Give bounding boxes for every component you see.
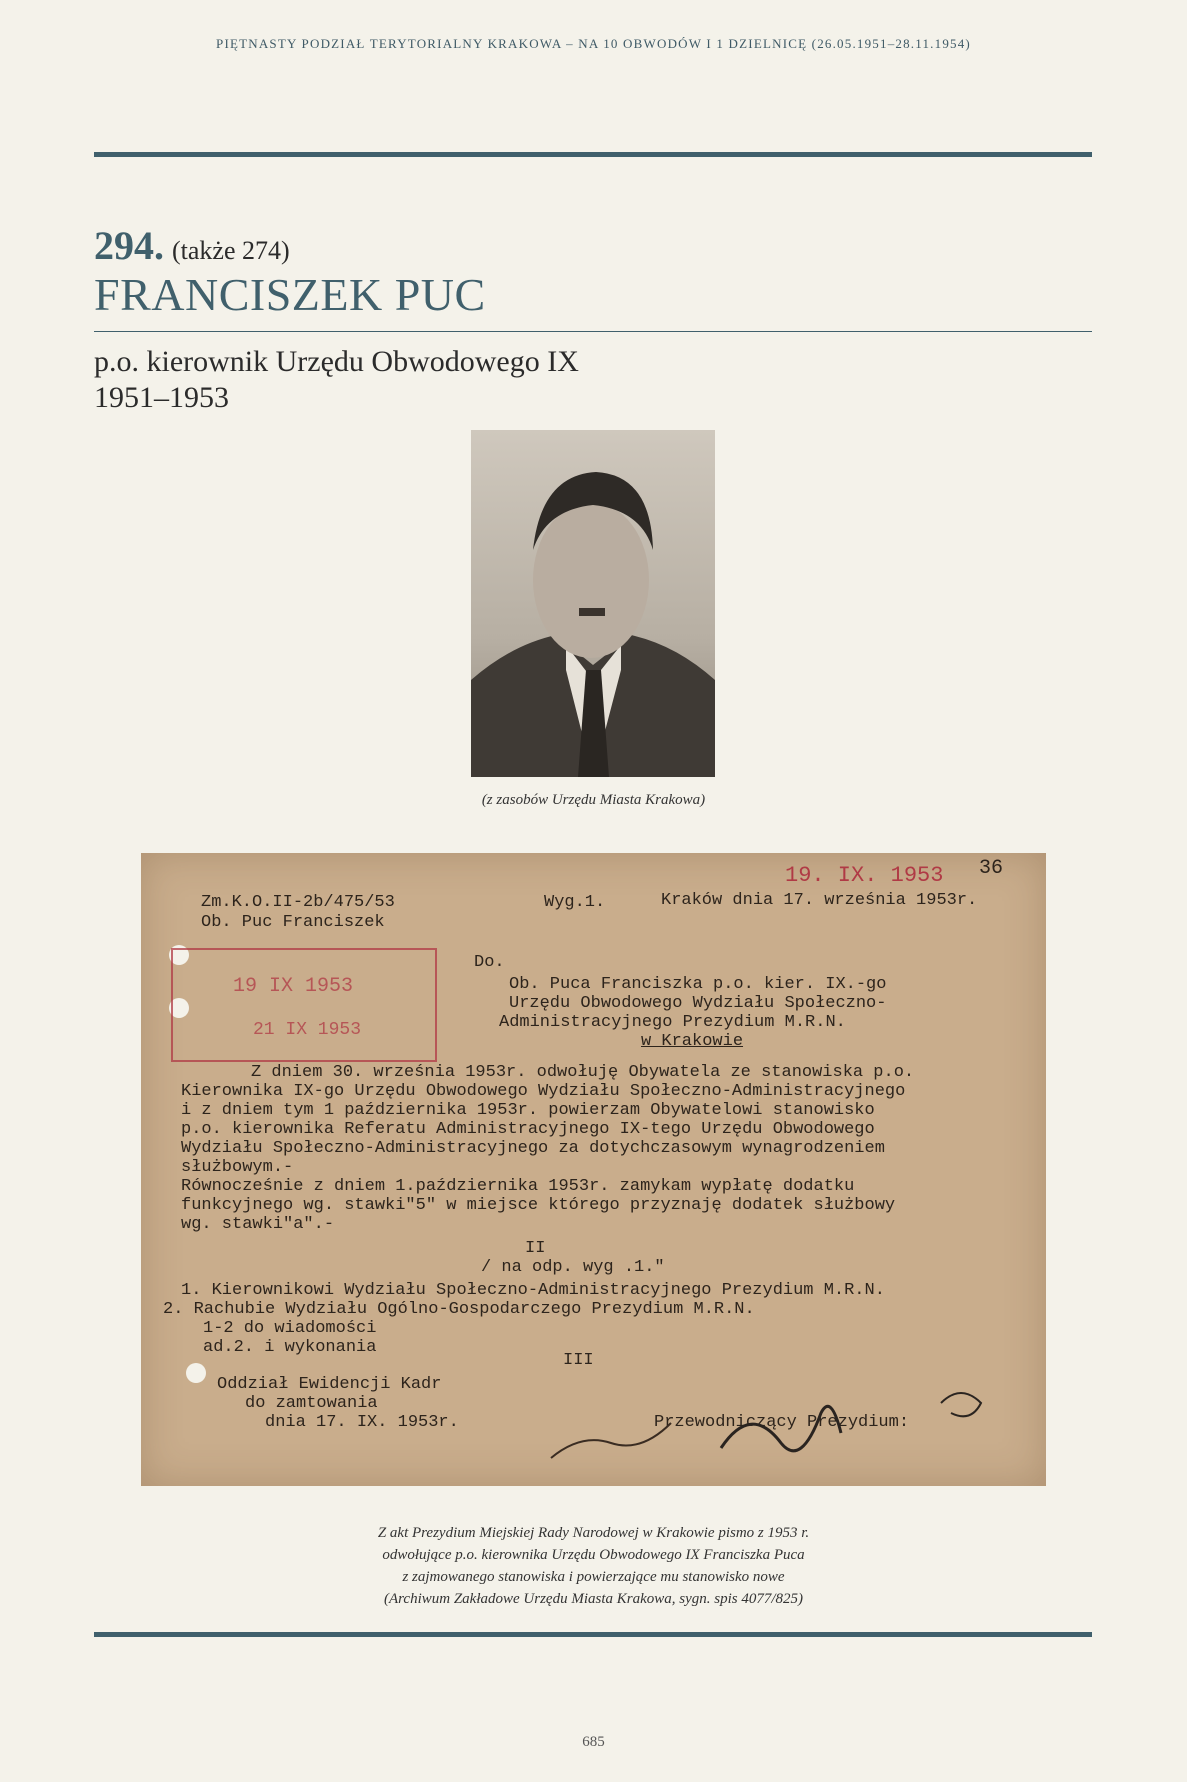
doc-body6: służbowym.- bbox=[181, 1158, 294, 1177]
stamp-inner-date1: 19 IX 1953 bbox=[233, 975, 354, 998]
doc-body7: Równocześnie z dniem 1.października 1953r. zamykam wypłatę dodatku bbox=[181, 1177, 855, 1196]
doc-place-date: Kraków dnia 17. września 1953r. bbox=[661, 891, 978, 910]
portrait-photo bbox=[471, 430, 715, 777]
doc-body2: Kierownika IX-go Urzędu Obwodowego Wydziału Społeczno-Administracyjnego bbox=[181, 1082, 906, 1101]
doc-oddz2: do zamtowania bbox=[245, 1394, 378, 1413]
doc-oddz1: Oddział Ewidencji Kadr bbox=[217, 1375, 442, 1394]
page-number: 685 bbox=[582, 1734, 605, 1750]
doc-list1: 1. Kierownikowi Wydziału Społeczno-Administracyjnego Prezydium M.R.N. bbox=[181, 1281, 885, 1300]
registration-stamp bbox=[171, 948, 437, 1062]
doc-body5: Wydziału Społeczno-Administracyjnego za dotychczasowym wynagrodzeniem bbox=[181, 1139, 885, 1158]
bottom-rule bbox=[94, 1632, 1092, 1637]
top-rule bbox=[94, 152, 1092, 157]
entry-also: (także 274) bbox=[172, 236, 290, 265]
doc-ref: Zm.K.O.II-2b/475/53 bbox=[201, 893, 395, 912]
archival-document bbox=[141, 853, 1046, 1486]
running-head: PIĘTNASTY PODZIAŁ TERYTORIALNY KRAKOWA – NA 10 OBWODÓW I 1 DZIELNICĘ (26.05.1951–28.11.1954) bbox=[216, 36, 971, 51]
doc-caption-line3: z zajmowanego stanowiska i powierzające mu stanowisko nowe bbox=[402, 1569, 785, 1585]
photo-caption: (z zasobów Urzędu Miasta Krakowa) bbox=[481, 792, 706, 808]
doc-przew: Przewodniczący Prezydium: bbox=[654, 1413, 910, 1432]
doc-caption-line1: Z akt Prezydium Miejskiej Rady Narodowej w Krakowie pismo z 1953 r. bbox=[377, 1525, 810, 1541]
doc-body9: wg. stawki"a".- bbox=[181, 1215, 335, 1234]
doc-do: Do. bbox=[474, 953, 505, 972]
doc-iii: III bbox=[563, 1351, 594, 1370]
doc-list3: 1-2 do wiadomości bbox=[203, 1319, 377, 1338]
doc-addr1: Ob. Puca Franciszka p.o. kier. IX.-go bbox=[509, 975, 887, 994]
document-caption bbox=[0, 1522, 1187, 1610]
doc-body4: p.o. kierownika Referatu Administracyjnego IX-tego Urzędu Obwodowego bbox=[181, 1120, 875, 1139]
entry-header bbox=[94, 222, 290, 269]
doc-list4: ad.2. i wykonania bbox=[203, 1338, 377, 1357]
entry-number: 294. bbox=[94, 223, 164, 268]
doc-ii: II bbox=[525, 1239, 546, 1258]
doc-oddz3: dnia 17. IX. 1953r. bbox=[265, 1413, 459, 1432]
doc-caption-line2: odwołujące p.o. kierownika Urzędu Obwodowego IX Franciszka Puca bbox=[382, 1547, 805, 1563]
role-years: 1951–1953 bbox=[94, 381, 229, 414]
doc-wyg: Wyg.1. bbox=[544, 893, 606, 912]
doc-ob: Ob. Puc Franciszek bbox=[201, 913, 385, 932]
name-rule bbox=[94, 331, 1092, 332]
doc-body8: funkcyjnego wg. stawki"5" w miejsce którego przyznaję dodatek służbowy bbox=[181, 1196, 896, 1215]
doc-list2: 2. Rachubie Wydziału Ogólno-Gospodarczego Prezydium M.R.N. bbox=[163, 1300, 755, 1319]
entry-name: FRANCISZEK PUC bbox=[94, 269, 486, 320]
doc-addr3: Administracyjnego Prezydium M.R.N. bbox=[499, 1013, 846, 1032]
stamp-number: 36 bbox=[979, 857, 1004, 880]
doc-body1: Z dniem 30. września 1953r. odwołuję Obywatela ze stanowiska p.o. bbox=[251, 1063, 915, 1082]
doc-addr4: w Krakowie bbox=[641, 1032, 744, 1051]
stamp-date-top: 19. IX. 1953 bbox=[785, 863, 944, 888]
stamp-inner-date2: 21 IX 1953 bbox=[253, 1020, 362, 1040]
portrait-illustration bbox=[471, 430, 715, 777]
punch-hole bbox=[186, 1363, 206, 1383]
handwritten-signatures bbox=[521, 1373, 1001, 1473]
role-title: p.o. kierownik Urzędu Obwodowego IX bbox=[94, 345, 579, 378]
entry-role bbox=[94, 344, 579, 416]
doc-body3: i z dniem tym 1 października 1953r. powierzam Obywatelowi stanowisko bbox=[181, 1101, 875, 1120]
doc-addr2: Urzędu Obwodowego Wydziału Społeczno- bbox=[509, 994, 887, 1013]
doc-na-odp: / na odp. wyg .1." bbox=[481, 1258, 665, 1277]
doc-caption-line4: (Archiwum Zakładowe Urzędu Miasta Krakowa, sygn. spis 4077/825) bbox=[383, 1591, 804, 1607]
